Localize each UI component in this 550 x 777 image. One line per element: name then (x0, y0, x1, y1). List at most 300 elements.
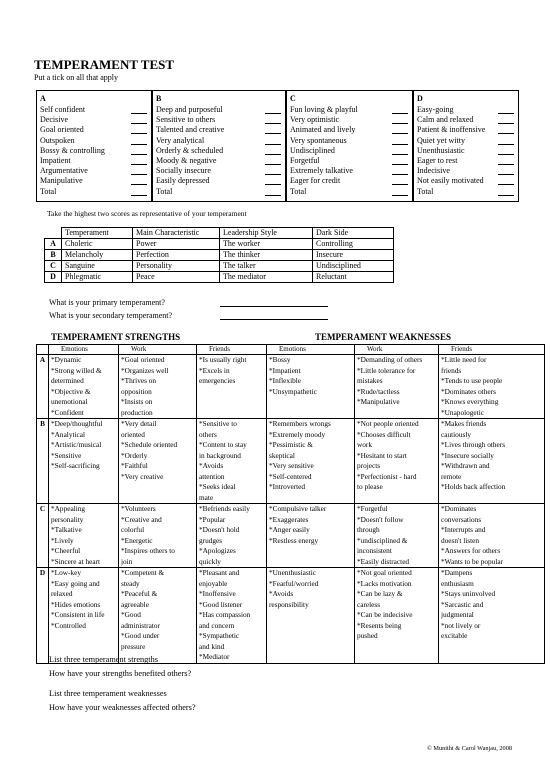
checklist-box-letter: B (156, 94, 162, 103)
tick-blank[interactable] (265, 106, 281, 114)
trait-row-b (37, 419, 545, 504)
trait-line: *Avoids (269, 589, 294, 598)
type-cell: Power (133, 239, 220, 250)
trait-line: *Volunteers (121, 504, 156, 513)
trait-line: *Controlled (51, 620, 86, 630)
trait-line: administrator (121, 620, 160, 630)
trait-line: *Has compassion (199, 610, 251, 619)
trait-line: *Exaggerates (269, 514, 309, 524)
type-row-c (45, 261, 394, 272)
trait-cell (439, 355, 545, 419)
trait-line: quickly (199, 556, 221, 566)
trait-cell (197, 568, 267, 664)
trait-line: *Can be lazy & (357, 589, 403, 598)
trait-line: *Lively (51, 535, 74, 545)
trait-line: *Apologizes (199, 546, 236, 555)
trait-line: *Inflexible (269, 376, 302, 385)
trait-line: *Avoids (199, 461, 224, 470)
checklist-item-label: Manipulative (40, 176, 83, 186)
trait-line: *Extremely moody (269, 429, 326, 439)
trait-line: *Remembers wrongs (269, 419, 331, 428)
footer-question-4: How have your weaknesses affected others? (49, 703, 196, 712)
checklist-box-a (36, 90, 152, 202)
trait-line: through (357, 525, 380, 534)
footer-question-3: List three temperament weaknesses (49, 689, 167, 698)
trait-line: *Impatient (269, 365, 301, 375)
trait-line: *Very sensitive (269, 461, 314, 470)
checklist-item-label: Eager to rest (417, 156, 458, 165)
tick-blank[interactable] (392, 147, 408, 155)
primary-question: What is your primary temperament? (49, 298, 165, 307)
trait-line: *Not people oriented (357, 419, 419, 428)
trait-line: enjoyable (199, 578, 228, 588)
tick-blank[interactable] (392, 137, 408, 145)
trait-line: *Inoffensive (199, 589, 236, 598)
type-cell: Peace (133, 272, 220, 283)
checklist-item-label: Socially insecure (156, 166, 211, 176)
trait-cell (439, 568, 545, 664)
trait-line: steady (121, 578, 140, 588)
trait-line: *Easy going and (51, 578, 100, 588)
checklist-item-label: Argumentative (40, 166, 88, 176)
type-cell: The worker (220, 239, 313, 250)
trait-line: *Doesn't hold (199, 525, 240, 534)
header-strength-emotions: Emotions (49, 345, 119, 355)
checklist-item-label: Impatient (40, 156, 71, 165)
footer-question-1: List three temperament strengths (49, 655, 158, 664)
tick-blank[interactable] (131, 126, 147, 134)
trait-line: personality (51, 514, 84, 524)
trait-line: *Little tolerance for (357, 365, 416, 375)
checklist-item-label: Decisive (40, 115, 68, 125)
total-blank[interactable] (265, 188, 281, 196)
secondary-answer-line[interactable] (220, 319, 328, 320)
trait-line: mate (199, 492, 214, 502)
trait-line: *Interrupts and (441, 525, 486, 534)
temperament-type-table (44, 227, 394, 283)
trait-line: *Cheerful (51, 546, 81, 555)
type-row-d (45, 272, 394, 283)
type-cell: Reluctant (313, 272, 394, 283)
tick-blank[interactable] (265, 157, 281, 165)
tick-blank[interactable] (265, 137, 281, 145)
tick-blank[interactable] (392, 116, 408, 124)
trait-line: attention (199, 471, 225, 481)
trait-line: *Restless energy (269, 535, 319, 545)
checklist-total-label: Total (40, 186, 57, 196)
trait-cell (355, 419, 439, 504)
trait-line: *Talkative (51, 525, 82, 534)
checklist-item-label: Quiet yet witty (417, 135, 465, 145)
checklist-total-label: Total (156, 186, 173, 196)
trait-line: determined (51, 376, 84, 385)
trait-line: *Unsympathetic (269, 386, 317, 396)
checklist-item-label: Very optimistic (290, 115, 340, 125)
trait-line: *Fearful/worried (269, 578, 319, 588)
trait-line: *Can be indecisive (357, 610, 413, 619)
trait-cell (267, 568, 355, 664)
tick-blank[interactable] (265, 126, 281, 134)
trait-row-d (37, 568, 545, 664)
trait-line: *Dynamic (51, 355, 82, 364)
trait-line: *Goal oriented (121, 355, 165, 364)
trait-line: *Energetic (121, 535, 153, 545)
checklist-item-label: Forgetful (290, 156, 320, 165)
trait-line: pressure (121, 641, 146, 651)
checklist-box-d (413, 90, 519, 202)
checklist-item-label: Not easily motivated (417, 176, 484, 186)
strengths-heading: TEMPERAMENT STRENGTHS (51, 332, 181, 342)
trait-line: *Hides emotions (51, 599, 101, 609)
header-leadership-style: Leadership Style (220, 228, 313, 239)
trait-line: *Organizes well (121, 365, 169, 375)
tick-blank[interactable] (392, 157, 408, 165)
checklist-item-label: Fun loving & playful (290, 105, 358, 114)
header-main-characteristic: Main Characteristic (133, 228, 220, 239)
tick-blank[interactable] (498, 177, 514, 185)
trait-line: pushed (357, 631, 378, 640)
empty-corner (37, 345, 49, 355)
row-letter: A (37, 355, 49, 419)
tick-blank[interactable] (498, 137, 514, 145)
trait-line: *Hesitant to start (357, 450, 407, 460)
trait-line: *Forgetful (357, 504, 388, 513)
trait-line: *Strong willed & (51, 365, 102, 375)
trait-line: *Inspires others to (121, 546, 175, 555)
checklist-item-label: Extremely talkative (290, 166, 353, 176)
tick-blank[interactable] (498, 106, 514, 114)
tick-blank[interactable] (392, 177, 408, 185)
trait-line: *Anger easily (269, 525, 310, 534)
checklist-item-label: Calm and relaxed (417, 115, 474, 125)
tick-blank[interactable] (131, 116, 147, 124)
tick-blank[interactable] (131, 147, 147, 155)
trait-line: and concern (199, 620, 235, 630)
trait-line: *Insists on (121, 397, 153, 406)
trait-cell (197, 419, 267, 504)
trait-line: judgmental (441, 610, 474, 619)
trait-line: *Perfectionist - hard (357, 471, 417, 481)
trait-cell (49, 355, 119, 419)
trait-cell (197, 504, 267, 568)
trait-line: agreeable (121, 599, 149, 609)
page-title: TEMPERAMENT TEST (34, 57, 175, 72)
trait-line: *Excels in (199, 365, 230, 375)
trait-line: *Is usually right (199, 355, 247, 364)
trait-line: *Competent & (121, 568, 165, 577)
trait-line: *Schedule oriented (121, 440, 178, 449)
trait-line: careless (357, 599, 381, 609)
total-blank[interactable] (131, 188, 147, 196)
checklist-item-label: Indecisive (417, 166, 450, 176)
trait-line: *Analytical (51, 429, 86, 439)
trait-line: *Insecure socially (441, 450, 494, 460)
trait-line: *Consistent in life (51, 610, 105, 619)
trait-cell (49, 419, 119, 504)
trait-line: *Not goal oriented (357, 568, 412, 577)
trait-line: *Deep/thoughtful (51, 419, 103, 428)
trait-line: *Bossy (269, 355, 291, 364)
type-cell: Insecure (313, 250, 394, 261)
tick-blank[interactable] (498, 167, 514, 175)
tick-blank[interactable] (131, 167, 147, 175)
type-cell: Choleric (62, 239, 133, 250)
trait-cell (267, 419, 355, 504)
weaknesses-heading: TEMPERAMENT WEAKNESSES (315, 332, 451, 342)
trait-line: *Self-sacrificing (51, 461, 100, 470)
checklist-box-letter: C (290, 94, 296, 103)
row-letter: A (45, 239, 62, 250)
trait-line: *Peaceful & (121, 589, 158, 598)
header-strength-work: Work (119, 345, 197, 355)
trait-line: *Knows everything (441, 397, 499, 406)
header-weakness-friends: Friends (439, 345, 545, 355)
trait-line: *Orderly (121, 450, 148, 460)
checklist-item-label: Self confident (40, 105, 86, 114)
checklist-item-label: Sensitive to others (156, 115, 216, 125)
trait-row-a (37, 355, 545, 419)
trait-line: *Compulsive talker (269, 504, 327, 513)
type-cell: Melancholy (62, 250, 133, 261)
trait-cell (439, 504, 545, 568)
trait-line: *Faithful (121, 461, 148, 470)
trait-line: *Content to stay (199, 440, 247, 449)
row-letter: C (37, 504, 49, 568)
trait-line: oriented (121, 429, 145, 439)
trait-line: *Sensitive (51, 450, 82, 460)
trait-line: *Sincere at heart (51, 556, 101, 566)
type-row-a (45, 239, 394, 250)
type-cell: The thinker (220, 250, 313, 261)
trait-line: *Resents being (357, 620, 402, 630)
checklist-box-b (152, 90, 286, 202)
big-table-header-row (37, 345, 545, 355)
trait-line: *Sensitive to (199, 419, 237, 428)
header-weakness-work: Work (355, 345, 439, 355)
trait-line: enthusiasm (441, 578, 474, 588)
checklist-item-label: Bossy & controlling (40, 145, 105, 155)
checklist-item-label: Deep and purposeful (156, 105, 223, 114)
tick-blank[interactable] (498, 116, 514, 124)
trait-line: grudges (199, 535, 223, 545)
trait-cell (49, 568, 119, 664)
trait-line: join (121, 556, 133, 566)
trait-line: *Easily distracted (357, 556, 410, 566)
trait-line: *Thrives on (121, 376, 157, 385)
trait-line: *Low-key (51, 568, 81, 577)
trait-line: *Rude/tactless (357, 386, 400, 396)
checklist-item-label: Outspoken (40, 135, 75, 145)
checklist-item-label: Goal oriented (40, 125, 84, 135)
row-letter: D (37, 568, 49, 664)
type-cell: Controlling (313, 239, 394, 250)
trait-line: *Dominates others (441, 386, 496, 396)
checklist-item-label: Very spontaneous (290, 135, 347, 145)
trait-line: *Self-centered (269, 471, 312, 481)
primary-answer-line[interactable] (220, 306, 328, 307)
type-cell: Sanguine (62, 261, 133, 272)
row-letter: C (45, 261, 62, 272)
trait-line: mistakes (357, 376, 383, 385)
header-strength-friends: Friends (197, 345, 267, 355)
trait-cell (119, 568, 197, 664)
type-cell: Perfection (133, 250, 220, 261)
header-weakness-emotions: Emotions (267, 345, 355, 355)
total-blank[interactable] (498, 188, 514, 196)
trait-line: *Very creative (121, 471, 164, 481)
type-cell: The talker (220, 261, 313, 272)
checklist-box-letter: A (40, 94, 46, 103)
trait-line: *Confident (51, 407, 84, 417)
trait-line: doesn't listen (441, 535, 479, 545)
trait-line: *Doesn't follow (357, 514, 404, 524)
tick-blank[interactable] (131, 177, 147, 185)
header-temperament: Temperament (62, 228, 133, 239)
trait-line: others (199, 429, 217, 439)
trait-line: *undisciplined & (357, 535, 408, 545)
empty-corner (45, 228, 62, 239)
checklist-item-label: Eager for credit (290, 176, 341, 186)
row-letter: D (45, 272, 62, 283)
trait-line: *Stays uninvolved (441, 589, 496, 598)
trait-line: *Answers for others (441, 546, 501, 555)
trait-line: responsibility (269, 599, 309, 609)
checklist-item-label: Undisciplined (290, 145, 335, 155)
type-table-header-row (45, 228, 394, 239)
trait-cell (355, 568, 439, 664)
trait-line: *Creative and (121, 514, 162, 524)
trait-line: *Pessimistic & (269, 440, 313, 449)
trait-line: *Introverted (269, 482, 306, 491)
trait-line: unemotional (51, 397, 88, 406)
checklist-item-label: Easily depressed (156, 176, 210, 186)
trait-line: *Little need for (441, 355, 487, 364)
trait-row-c (37, 504, 545, 568)
checklist-item-label: Moody & negative (156, 156, 217, 165)
checklist-item-label: Talented and creative (156, 125, 225, 135)
trait-line: *Unenthusiastic (269, 568, 317, 577)
tick-blank[interactable] (392, 106, 408, 114)
tick-blank[interactable] (265, 116, 281, 124)
trait-line: opposition (121, 386, 152, 396)
header-dark-side: Dark Side (313, 228, 394, 239)
trait-cell (119, 504, 197, 568)
strengths-weaknesses-table (36, 344, 545, 664)
trait-line: *Demanding of others (357, 355, 423, 364)
tick-blank[interactable] (498, 147, 514, 155)
checklist-item-label: Unenthusiastic (417, 145, 465, 155)
trait-line: inconsistent (357, 546, 392, 555)
trait-line: emergencies (199, 376, 236, 385)
trait-line: cautiously (441, 429, 471, 439)
trait-line: *Wants to be popular (441, 556, 504, 566)
trait-cell (439, 419, 545, 504)
trait-line: *Pleasant and (199, 568, 240, 577)
trait-line: relaxed (51, 589, 73, 598)
trait-line: *Makes friends (441, 419, 487, 428)
trait-line: *Lacks motivation (357, 578, 412, 588)
trait-cell (267, 504, 355, 568)
tick-blank[interactable] (498, 157, 514, 165)
footer-question-2: How have your strengths benefited others? (49, 669, 192, 678)
trait-line: *Unapologetic (441, 407, 484, 417)
copyright-text: © Munithi & Carol Wanjau, 2008 (427, 745, 512, 752)
tick-blank[interactable] (265, 167, 281, 175)
checklist-total-label: Total (290, 186, 307, 196)
trait-cell (119, 355, 197, 419)
tick-blank[interactable] (392, 126, 408, 134)
trait-line: *Appealing (51, 504, 86, 513)
trait-line: *Chooses difficult (357, 429, 411, 439)
trait-line: *Befriends easily (199, 504, 250, 513)
trait-cell (355, 355, 439, 419)
tick-blank[interactable] (131, 137, 147, 145)
checklist-box-c (286, 90, 413, 202)
trait-line: and kind (199, 641, 225, 651)
trait-line: work (357, 440, 372, 449)
trait-cell (355, 504, 439, 568)
trait-cell (49, 504, 119, 568)
total-blank[interactable] (392, 188, 408, 196)
trait-line: *Dominates (441, 504, 477, 513)
trait-line: *Manipulative (357, 397, 400, 406)
type-row-b (45, 250, 394, 261)
trait-line: *not lively or (441, 620, 481, 630)
tick-blank[interactable] (131, 106, 147, 114)
checklist-item-label: Orderly & scheduled (156, 145, 224, 155)
tick-blank[interactable] (265, 177, 281, 185)
trait-line: in background (199, 450, 241, 460)
trait-cell (119, 419, 197, 504)
trait-line: production (121, 407, 153, 417)
checklist-item-label: Easy-going (417, 105, 454, 114)
tick-blank[interactable] (392, 167, 408, 175)
trait-line: conversations (441, 514, 482, 524)
trait-cell (197, 355, 267, 419)
trait-line: *Good (121, 610, 141, 619)
row-letter: B (45, 250, 62, 261)
type-cell: Personality (133, 261, 220, 272)
trait-line: *Objective & (51, 386, 91, 396)
type-cell: The mediator (220, 272, 313, 283)
trait-line: *Seeks ideal (199, 482, 236, 491)
type-cell: Phlegmatic (62, 272, 133, 283)
instruction-text: Take the highest two scores as representative of your temperament (47, 209, 247, 218)
checklist-item-label: Animated and lively (290, 125, 356, 135)
trait-line: excitable (441, 631, 468, 640)
trait-line: colorful (121, 525, 145, 534)
trait-line: *Good listener (199, 599, 243, 609)
trait-line: remote (441, 471, 462, 481)
trait-line: skeptical (269, 450, 295, 460)
trait-line: to please (357, 482, 383, 491)
trait-line: *Tends to use people (441, 376, 503, 385)
type-cell: Undisciplined (313, 261, 394, 272)
tick-blank[interactable] (265, 147, 281, 155)
page-subtitle: Put a tick on all that apply (34, 73, 118, 82)
checklist-item-label: Very analytical (156, 135, 205, 145)
trait-line: *Lives through others (441, 440, 506, 449)
tick-blank[interactable] (498, 126, 514, 134)
trait-line: *Sarcastic and (441, 599, 484, 609)
trait-line: *Sympathetic (199, 631, 240, 640)
trait-line: *Good under (121, 631, 160, 640)
checklist-box-letter: D (417, 94, 423, 103)
trait-line: *Mediator (199, 652, 230, 661)
tick-blank[interactable] (131, 157, 147, 165)
trait-line: projects (357, 461, 381, 470)
trait-line: *Very detail (121, 419, 157, 428)
